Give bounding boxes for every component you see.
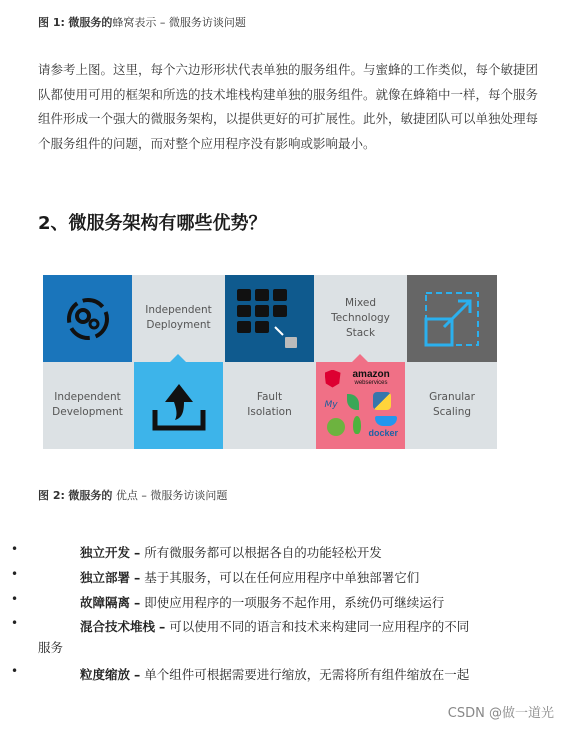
grid-icon	[225, 275, 314, 362]
python-icon	[373, 392, 391, 410]
tile-label: Independent Development	[52, 391, 123, 418]
caption-2-bold: 微服务的	[68, 489, 113, 502]
webservices-logo: webservices	[354, 379, 388, 386]
mysql-icon: My	[324, 399, 338, 410]
figure-tile-label	[43, 362, 132, 449]
caption-2-prefix: 图 2:	[38, 489, 65, 502]
dash: –	[134, 667, 141, 682]
list-term: 混合技术堆栈	[80, 619, 156, 634]
docker-logo: docker	[368, 427, 399, 438]
figure-tile-gears	[43, 275, 132, 362]
tile-label: Independent Deployment	[145, 304, 212, 331]
caption-2-rest: 优点 – 微服务访谈问题	[115, 489, 228, 502]
list-term: 故障隔离	[80, 595, 131, 610]
figure-tile-label	[316, 275, 405, 362]
caption-1-prefix: 图 1:	[38, 16, 65, 29]
figure-tile-label	[134, 275, 223, 362]
figure-tile-label	[225, 362, 314, 449]
list-wrap-text: 服务	[38, 640, 64, 655]
tile-notch	[170, 354, 186, 362]
amazon-logo: amazon	[352, 368, 390, 380]
list-desc: 基于其服务，可以在任何应用程序中单独部署它们	[144, 570, 420, 585]
upload-icon	[134, 362, 223, 449]
tech-logos-icon	[316, 362, 405, 449]
scale-arrow-icon	[407, 275, 497, 362]
figure-tile-label	[407, 362, 497, 449]
dash: –	[159, 619, 166, 634]
docker-whale-icon	[375, 416, 397, 426]
bullet: •	[11, 616, 19, 630]
figure-2-caption	[38, 487, 227, 503]
figure-tile-upload	[134, 362, 223, 449]
list-desc: 即使应用程序的一项服务不起作用，系统仍可继续运行	[144, 595, 445, 610]
gears-icon	[43, 275, 132, 362]
dash: –	[134, 595, 141, 610]
bullet: •	[11, 592, 19, 606]
list-desc: 单个组件可根据需要进行缩放，无需将所有组件缩放在一起	[144, 667, 470, 682]
figure-tile-tech-logos	[316, 362, 405, 449]
list-term: 粒度缩放	[80, 667, 131, 682]
tile-label: Granular Scaling	[429, 391, 475, 418]
figure-tile-grid	[225, 275, 314, 362]
dash: –	[134, 570, 141, 585]
angular-icon	[325, 370, 341, 388]
bullet: •	[11, 567, 19, 581]
intro-paragraph: 请参考上图。这里，每个六边形形状代表单独的服务组件。与蜜蜂的工作类似，每个敏捷团队都使用可用的框架和所选的技术堆栈构建单独的服务组件。就像在蜂箱中一样，每个服务组件形成一个强大的微服务架构，以提供更好的可扩展性。此外，敏捷团队可以单独处理每个服务组件的问题，而对整个应用程序没有影响或影响最小。	[38, 62, 539, 151]
spring-icon	[327, 418, 345, 436]
mongodb-icon	[353, 416, 361, 434]
dash: –	[134, 545, 141, 560]
csdn-watermark: CSDN @做一道光	[447, 706, 554, 721]
leaf-icon	[347, 394, 359, 410]
tile-label: Mixed Technology Stack	[331, 296, 390, 339]
bullet: •	[11, 664, 19, 678]
figure-tile-scale-arrow	[407, 275, 497, 362]
caption-1-rest: 蜂窝表示 – 微服务访谈问题	[112, 16, 246, 29]
list-desc: 所有微服务都可以根据各自的功能轻松开发	[144, 545, 382, 560]
tile-label: Fault Isolation	[247, 391, 292, 418]
caption-1-bold: 微服务的	[68, 16, 113, 29]
section-heading: 2、微服务架构有哪些优势？	[38, 213, 267, 234]
tile-notch	[352, 354, 368, 362]
advantages-figure	[43, 275, 497, 449]
list-desc: 可以使用不同的语言和技术来构建同一应用程序的不同	[169, 619, 470, 634]
bullet: •	[11, 542, 19, 556]
list-term: 独立开发	[80, 545, 131, 560]
figure-1-caption	[38, 14, 246, 30]
list-term: 独立部署	[80, 570, 131, 585]
